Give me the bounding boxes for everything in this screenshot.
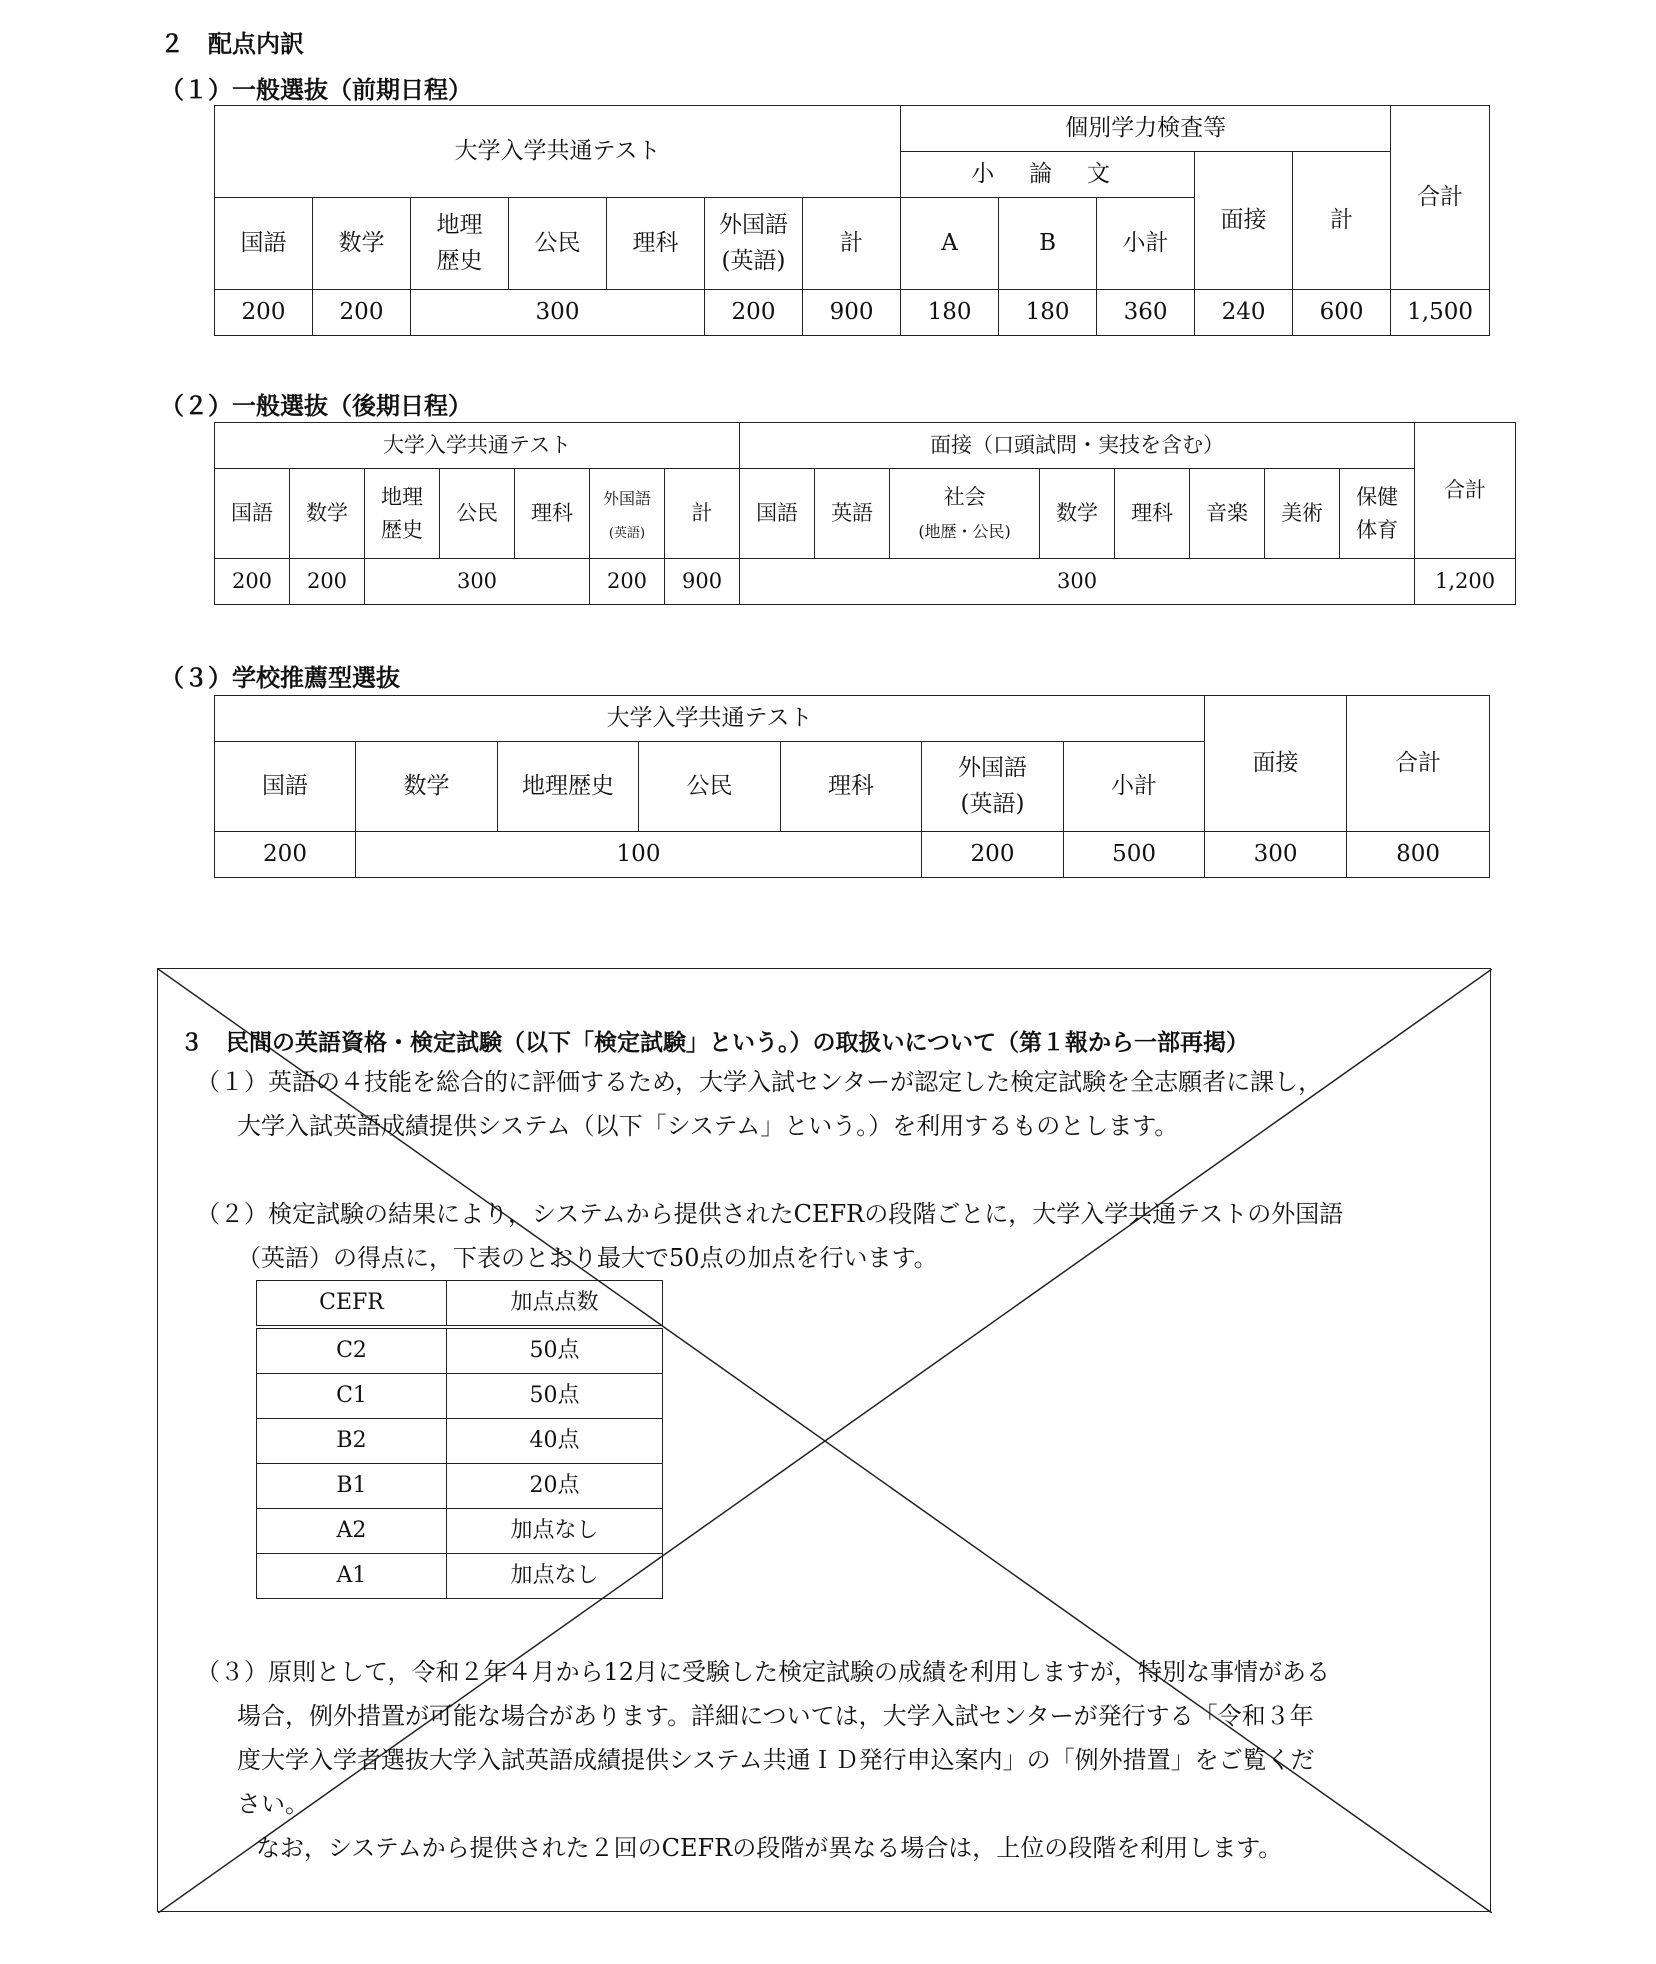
interview-header: 面接 (1205, 696, 1347, 832)
score-individual-total: 600 (1293, 290, 1391, 336)
subject-geo-history (411, 198, 509, 290)
score-math-geo-civics-science: 100 (356, 832, 922, 878)
subject-geo-line1: 地理 (436, 211, 483, 238)
subject-fl-line2: (英語) (960, 790, 1025, 817)
score-essay-b: 180 (999, 290, 1097, 336)
subject-geo-line2: 歴史 (436, 247, 483, 274)
cefr-level: C1 (257, 1374, 447, 1419)
common-test-total-header: 計 (665, 469, 740, 559)
score-table-second-term (214, 422, 1516, 605)
subject-civics: 公民 (440, 469, 515, 559)
bonus-points: 50点 (447, 1374, 663, 1419)
score-grand-total: 1,500 (1391, 290, 1490, 336)
interview-pe (1340, 469, 1415, 559)
section3-p3-line2: 場合，例外措置が可能な場合があります。詳細については，大学入試センターが発行する「令和３年 (237, 1702, 1314, 1730)
section3-p1-line1: （１）英語の４技能を総合的に評価するため，大学入試センターが認定した検定試験を全志願者に課し， (196, 1068, 1323, 1096)
subject-math: 数学 (313, 198, 411, 290)
score-math: 200 (313, 290, 411, 336)
subject-science: 理科 (607, 198, 705, 290)
essay-b-header: B (999, 198, 1097, 290)
score-interview: 300 (1205, 832, 1347, 878)
subtotal-header: 小計 (1064, 742, 1205, 832)
interview-pe-line2: 体育 (1356, 517, 1399, 542)
individual-total-header: 計 (1293, 152, 1391, 290)
grand-total-header: 合計 (1347, 696, 1490, 832)
score-essay-a: 180 (901, 290, 999, 336)
score-foreign-language: 200 (922, 832, 1064, 878)
interview-math: 数学 (1040, 469, 1115, 559)
score-interview: 300 (740, 559, 1415, 605)
score-interview: 240 (1195, 290, 1293, 336)
common-test-header: 大学入学共通テスト (215, 423, 740, 469)
interview-art: 美術 (1265, 469, 1340, 559)
essay-subtotal-header: 小計 (1097, 198, 1195, 290)
bonus-points: 40点 (447, 1419, 663, 1464)
score-japanese: 200 (215, 559, 290, 605)
subject-fl-line2: (英語) (721, 247, 786, 274)
subject-math: 数学 (290, 469, 365, 559)
table3-heading: （３）学校推薦型選抜 (160, 664, 400, 692)
subject-geo-history (365, 469, 440, 559)
interview-english: 英語 (815, 469, 890, 559)
subject-japanese: 国語 (215, 469, 290, 559)
bonus-points: 50点 (447, 1327, 663, 1374)
score-foreign-language: 200 (705, 290, 803, 336)
score-geo-civics-science: 300 (411, 290, 705, 336)
subject-fl-line1: 外国語 (602, 488, 651, 508)
section-2-heading: ２ 配点内訳 (160, 30, 304, 58)
cefr-level: B1 (257, 1464, 447, 1509)
subject-japanese: 国語 (215, 742, 356, 832)
subject-geo-line1: 地理 (381, 484, 423, 509)
subject-fl-line2: (英語) (608, 525, 646, 541)
subject-civics: 公民 (639, 742, 781, 832)
score-essay-subtotal: 360 (1097, 290, 1195, 336)
score-foreign-language: 200 (590, 559, 665, 605)
section3-p3-line4: さい。 (237, 1790, 309, 1818)
cefr-level: A1 (257, 1554, 447, 1599)
subject-geo-line2: 歴史 (381, 517, 423, 542)
cefr-header: CEFR (257, 1281, 447, 1328)
cefr-bonus-table (256, 1280, 663, 1599)
table1-heading: （１）一般選抜（前期日程） (160, 76, 472, 104)
table2-heading: （２）一般選抜（後期日程） (160, 392, 472, 420)
grand-total-header: 合計 (1415, 423, 1516, 559)
common-test-header: 大学入学共通テスト (215, 696, 1205, 742)
section3-p2-line1: （２）検定試験の結果により，システムから提供されたCEFRの段階ごとに，大学入学共通テストの外国語 (196, 1200, 1344, 1228)
subject-foreign-language (922, 742, 1064, 832)
subject-fl-line1: 外国語 (958, 754, 1027, 781)
interview-japanese: 国語 (740, 469, 815, 559)
section3-p3-line1: （３）原則として，令和２年４月から12月に受験した検定試験の成績を利用しますが，特別な事情がある (196, 1658, 1331, 1686)
essay-a-header: A (901, 198, 999, 290)
score-grand-total: 1,200 (1415, 559, 1516, 605)
score-geo-civics-science: 300 (365, 559, 590, 605)
subject-civics: 公民 (509, 198, 607, 290)
cefr-level: B2 (257, 1419, 447, 1464)
individual-test-header: 個別学力検査等 (901, 106, 1391, 152)
bonus-points: 加点なし (447, 1509, 663, 1554)
subject-japanese: 国語 (215, 198, 313, 290)
score-common-total: 900 (803, 290, 901, 336)
common-test-total-header: 計 (803, 198, 901, 290)
bonus-points: 加点なし (447, 1554, 663, 1599)
bonus-points: 20点 (447, 1464, 663, 1509)
interview-science: 理科 (1115, 469, 1190, 559)
essay-header: 小 論 文 (901, 152, 1195, 198)
score-table-first-term (214, 105, 1490, 336)
section3-p2-line2: （英語）の得点に，下表のとおり最大で50点の加点を行います。 (237, 1244, 938, 1272)
subject-math: 数学 (356, 742, 498, 832)
subject-fl-line1: 外国語 (719, 211, 788, 238)
subject-science: 理科 (781, 742, 922, 832)
interview-social-line2: (地歴・公民) (918, 521, 1011, 541)
score-math: 200 (290, 559, 365, 605)
cefr-level: C2 (257, 1327, 447, 1374)
interview-header: 面接（口頭試問・実技を含む） (740, 423, 1415, 469)
section3-p3-line5: なお，システムから提供された２回のCEFRの段階が異なる場合は，上位の段階を利用します。 (256, 1834, 1283, 1862)
subject-geo-history: 地理歴史 (498, 742, 639, 832)
interview-music: 音楽 (1190, 469, 1265, 559)
bonus-header: 加点点数 (447, 1281, 663, 1328)
score-japanese: 200 (215, 832, 356, 878)
section-3-heading: ３ 民間の英語資格・検定試験（以下「検定試験」という。）の取扱いについて（第１報から一部再掲） (180, 1030, 1250, 1056)
interview-header: 面接 (1195, 152, 1293, 290)
subject-foreign-language (705, 198, 803, 290)
score-japanese: 200 (215, 290, 313, 336)
grand-total-header: 合計 (1391, 106, 1490, 290)
score-common-total: 900 (665, 559, 740, 605)
score-grand-total: 800 (1347, 832, 1490, 878)
section3-p1-line2: 大学入試英語成績提供システム（以下「システム」という。）を利用するものとします。 (237, 1112, 1179, 1140)
subject-foreign-language (590, 469, 665, 559)
score-subtotal: 500 (1064, 832, 1205, 878)
interview-pe-line1: 保健 (1356, 484, 1399, 509)
score-table-school-recommendation (214, 695, 1490, 878)
common-test-header: 大学入学共通テスト (215, 106, 901, 198)
cefr-level: A2 (257, 1509, 447, 1554)
interview-social-studies (890, 469, 1040, 559)
subject-science: 理科 (515, 469, 590, 559)
section3-p3-line3: 度大学入学者選抜大学入試英語成績提供システム共通ＩＤ発行申込案内」の「例外措置」をご覧くだ (237, 1746, 1315, 1774)
interview-social-line1: 社会 (943, 484, 986, 509)
